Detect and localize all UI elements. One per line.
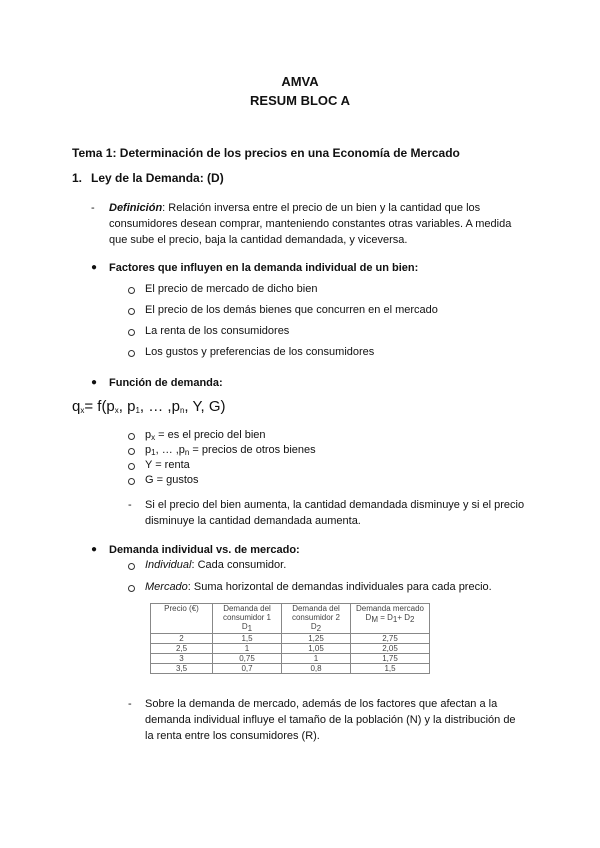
dash-marker: - — [91, 202, 95, 214]
table-row: 2 1,5 1,25 2,75 — [151, 634, 430, 644]
individual-item: Individual: Cada consumidor. — [145, 559, 287, 571]
header-price: Precio (€) — [151, 604, 213, 634]
dash-marker: - — [128, 499, 132, 511]
factor-item: El precio de los demás bienes que concurren en el mercado — [145, 304, 438, 316]
circle-bullet-icon — [128, 308, 135, 315]
circle-bullet-icon — [128, 563, 135, 570]
variable-g: G = gustos — [145, 474, 199, 486]
table-header-row — [151, 604, 430, 634]
topic-heading: Tema 1: Determinación de los precios en una Economía de Mercado — [72, 146, 460, 160]
circle-bullet-icon — [128, 287, 135, 294]
circle-bullet-icon — [128, 350, 135, 357]
market-item: Mercado: Suma horizontal de demandas individuales para cada precio. — [145, 581, 492, 593]
definition-label: Definición — [109, 202, 163, 214]
function-note: Si el precio del bien aumenta, la cantidad demandada disminuye y si el precio disminuye la cantidad demandada aumenta. — [145, 499, 525, 527]
circle-bullet-icon — [128, 448, 135, 455]
function-heading: Función de demanda: — [109, 377, 223, 389]
final-note: Sobre la demanda de mercado, además de los factores que afectan a la demanda individual influye el tamaño de la población (N) y la distribución de la renta entre los consumidores (R). — [145, 698, 516, 742]
section-number: 1. — [72, 171, 83, 185]
individual-market-heading: Demanda individual vs. de mercado: — [109, 544, 300, 556]
variable-pn: $p_1$, … $,p_n$ = precios de otros bienes — [145, 444, 316, 457]
demand-equation: $q_x= f(p_x$, $p_1$, … $,p_n$, Y, G) — [72, 398, 226, 415]
section-title: Ley de la Demanda: (D) — [91, 171, 224, 185]
factor-item: Los gustos y preferencias de los consumidores — [145, 346, 375, 358]
factor-item: El precio de mercado de dicho bien — [145, 283, 318, 295]
circle-bullet-icon — [128, 329, 135, 336]
bullet-icon: ● — [91, 377, 98, 388]
definition-line-2: consumidores desean comprar, manteniendo constantes otras variables. A medida — [109, 218, 512, 230]
table-row: 2,5 1 1,05 2,05 — [151, 644, 430, 654]
table-row: 3,5 0,7 0,8 1,5 — [151, 664, 430, 674]
document-title: AMVA — [281, 74, 319, 89]
circle-bullet-icon — [128, 478, 135, 485]
circle-bullet-icon — [128, 585, 135, 592]
table-row: 3 0,75 1 1,75 — [151, 654, 430, 664]
dash-marker: - — [128, 698, 132, 710]
factor-item: La renta de los consumidores — [145, 325, 290, 337]
circle-bullet-icon — [128, 433, 135, 440]
variable-px: $p_x$ = es el precio del bien — [145, 429, 266, 442]
bullet-icon: ● — [91, 262, 98, 273]
circle-bullet-icon — [128, 463, 135, 470]
header-consumer-2: Demanda del consumidor 2 $D_2$ — [282, 604, 351, 634]
variable-y: Y = renta — [145, 459, 190, 471]
demand-table — [150, 603, 430, 674]
header-consumer-1: Demanda del consumidor 1 $D_1$ — [213, 604, 282, 634]
definition-line-3: que sube el precio, baja la cantidad demandada, y viceversa. — [109, 234, 408, 246]
definition-line-1: : Relación inversa entre el precio de un bien y la cantidad que los — [162, 202, 481, 214]
bullet-icon: ● — [91, 544, 98, 555]
factors-heading: Factores que influyen en la demanda individual de un bien: — [109, 262, 419, 274]
definition-paragraph — [109, 200, 549, 248]
document-subtitle: RESUM BLOC A — [250, 93, 350, 108]
header-market: Demanda mercado $D_M = D_1+ D_2$ — [351, 604, 430, 634]
